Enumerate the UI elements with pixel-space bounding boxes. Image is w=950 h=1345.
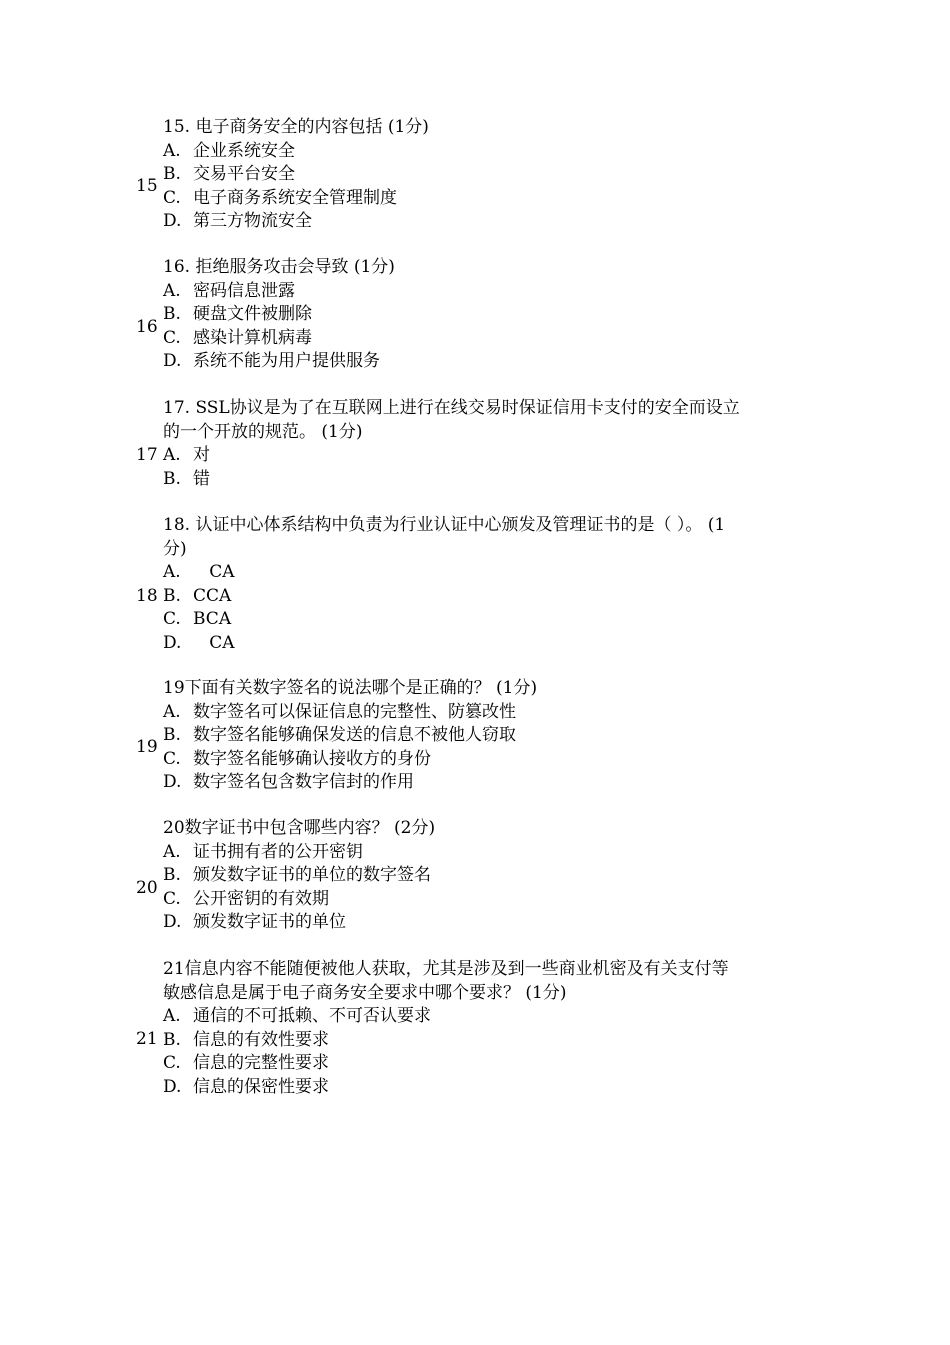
answer-option xyxy=(163,911,743,935)
question-number: 20 xyxy=(136,878,158,898)
answer-option xyxy=(163,748,743,772)
answer-option xyxy=(163,280,743,304)
question-stem: 20数字证书中包含哪些内容？ (2分) xyxy=(163,818,436,838)
answer-option xyxy=(163,1052,743,1076)
option-letter: C. xyxy=(163,888,181,909)
option-letter: D. xyxy=(163,211,182,231)
question-stem: 15. 电子商务安全的内容包括 (1分) xyxy=(163,117,429,137)
option-letter: A. xyxy=(163,1006,181,1026)
question-number: 19 xyxy=(136,737,158,757)
question-number: 17 xyxy=(136,445,158,465)
option-text: BCA xyxy=(193,609,232,629)
option-text: 数字签名能够确认接收方的身份 xyxy=(193,748,431,769)
question-content xyxy=(163,256,743,374)
option-text: 硬盘文件被删除 xyxy=(193,304,312,324)
answer-option xyxy=(163,561,743,585)
option-text: 系统不能为用户提供服务 xyxy=(193,351,380,371)
option-text: 证书拥有者的公开密钥 xyxy=(193,841,363,862)
answer-option xyxy=(163,140,743,164)
option-text: 企业系统安全 xyxy=(193,140,295,161)
question-stem: 18. 认证中心体系结构中负责为行业认证中心颁发及管理证书的是（ ）。 (1分) xyxy=(163,515,726,559)
option-text: 第三方物流安全 xyxy=(193,211,312,231)
option-text: 信息的完整性要求 xyxy=(193,1053,329,1073)
option-letter: B. xyxy=(163,585,181,606)
option-text: 数字签名能够确保发送的信息不被他人窃取 xyxy=(193,725,516,745)
answer-option xyxy=(163,608,743,632)
option-letter: B. xyxy=(163,164,181,184)
answer-option xyxy=(163,864,743,888)
option-text: 对 xyxy=(193,445,210,465)
answer-option xyxy=(163,468,743,492)
option-text: 颁发数字证书的单位的数字签名 xyxy=(193,865,431,885)
option-text: 交易平台安全 xyxy=(193,164,295,184)
answer-option xyxy=(163,724,743,748)
answer-option xyxy=(163,701,743,725)
option-text: 密码信息泄露 xyxy=(193,280,295,301)
question-number: 15 xyxy=(136,176,158,196)
option-text: 数字签名可以保证信息的完整性、防篡改性 xyxy=(193,701,516,722)
question-number: 18 xyxy=(136,586,158,606)
option-letter: D. xyxy=(163,632,182,653)
option-text: CA xyxy=(193,632,235,653)
option-letter: C. xyxy=(163,187,181,208)
option-text: 通信的不可抵赖、不可否认要求 xyxy=(193,1006,431,1026)
question-content xyxy=(163,817,743,935)
answer-option xyxy=(163,771,743,795)
answer-option xyxy=(163,1076,743,1100)
answer-option xyxy=(163,888,743,912)
answer-option xyxy=(163,1005,743,1029)
option-text: 错 xyxy=(193,468,210,489)
option-letter: A. xyxy=(163,445,181,465)
answer-option xyxy=(163,303,743,327)
option-letter: A. xyxy=(163,701,181,722)
option-text: 数字签名包含数字信封的作用 xyxy=(193,772,414,792)
option-text: 信息的保密性要求 xyxy=(193,1076,329,1097)
option-letter: C. xyxy=(163,748,181,769)
option-letter: C. xyxy=(163,609,181,629)
option-text: 公开密钥的有效期 xyxy=(193,888,329,909)
answer-option xyxy=(163,1029,743,1053)
answer-option xyxy=(163,327,743,351)
answer-option xyxy=(163,350,743,374)
option-letter: B. xyxy=(163,468,181,489)
option-letter: D. xyxy=(163,1076,182,1097)
question-number: 21 xyxy=(136,1029,158,1049)
answer-option xyxy=(163,632,743,656)
question-content xyxy=(163,116,743,234)
answer-option xyxy=(163,444,743,468)
option-letter: C. xyxy=(163,327,181,348)
answer-option xyxy=(163,163,743,187)
option-letter: A. xyxy=(163,562,181,582)
question-number: 16 xyxy=(136,317,158,337)
option-letter: B. xyxy=(163,304,181,324)
question-stem: 16. 拒绝服务攻击会导致 (1分) xyxy=(163,257,395,277)
question-stem: 19下面有关数字签名的说法哪个是正确的？ (1分) xyxy=(163,678,538,698)
answer-option xyxy=(163,187,743,211)
question-content xyxy=(163,514,743,655)
option-text: CCA xyxy=(193,585,232,606)
answer-option xyxy=(163,585,743,609)
question-content xyxy=(163,397,743,491)
question-stem: 17. SSL协议是为了在互联网上进行在线交易时保证信用卡支付的安全而设立的一个开放的规范。 (1分) xyxy=(163,398,740,442)
option-text: CA xyxy=(193,562,235,582)
option-letter: B. xyxy=(163,725,181,745)
option-letter: D. xyxy=(163,912,182,932)
option-letter: B. xyxy=(163,865,181,885)
option-letter: C. xyxy=(163,1053,181,1073)
question-content xyxy=(163,958,743,1099)
answer-option xyxy=(163,210,743,234)
option-text: 颁发数字证书的单位 xyxy=(193,912,346,932)
question-content xyxy=(163,677,743,795)
option-letter: A. xyxy=(163,280,181,301)
option-text: 感染计算机病毒 xyxy=(193,327,312,348)
option-letter: A. xyxy=(163,140,181,161)
question-stem: 21信息内容不能随便被他人获取，尤其是涉及到一些商业机密及有关支付等敏感信息是属于电子商务安全要求中哪个要求？ (1分) xyxy=(163,959,729,1003)
option-letter: D. xyxy=(163,351,182,371)
answer-option xyxy=(163,841,743,865)
option-letter: D. xyxy=(163,772,182,792)
option-letter: B. xyxy=(163,1029,181,1050)
option-text: 电子商务系统安全管理制度 xyxy=(193,187,397,208)
option-letter: A. xyxy=(163,841,181,862)
option-text: 信息的有效性要求 xyxy=(193,1029,329,1050)
